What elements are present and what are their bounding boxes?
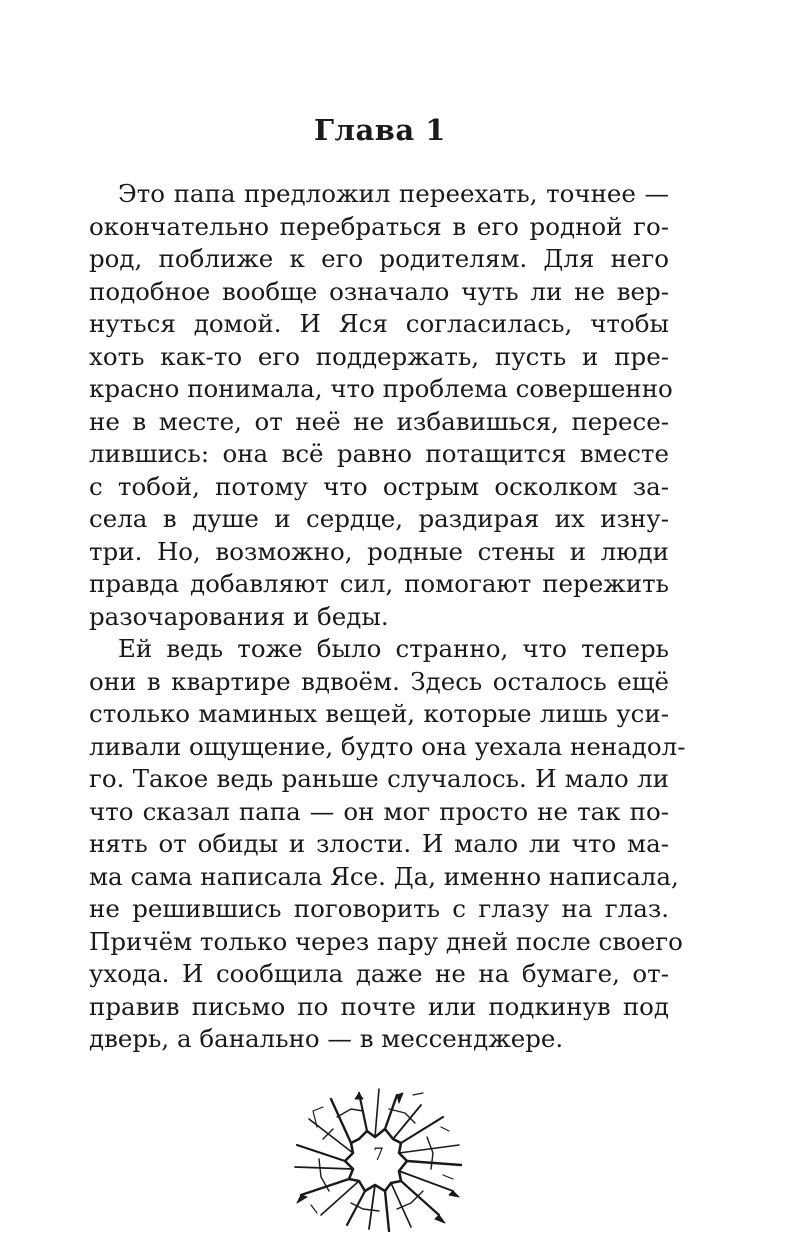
text-line: Причём только через пару дней после своего bbox=[89, 926, 683, 956]
text-line: нуться домой. И Яся согласилась, чтобы bbox=[89, 309, 669, 338]
text-line: ливали ощущение, будто она уехала ненадол- bbox=[89, 731, 686, 761]
text-line: правда добавляют сил, помогают пережить bbox=[89, 569, 669, 598]
text-line: ма сама написала Ясе. Да, именно написала, bbox=[89, 861, 679, 891]
text-line: они в квартире вдвоём. Здесь осталось ещё bbox=[89, 666, 669, 696]
text-line: Это папа предложил переехать, точнее — bbox=[118, 179, 669, 208]
text-line: ухода. И сообщила даже не на бумаге, от- bbox=[89, 959, 669, 988]
text-line: дверь, а банально — в мессенджере. bbox=[89, 1024, 564, 1053]
text-line: лившись: она всё равно потащится вместе bbox=[89, 439, 669, 468]
page-number: 7 bbox=[373, 1145, 384, 1165]
body-text bbox=[89, 178, 686, 1056]
text-line: подобное вообще означало чуть ли не вер- bbox=[89, 276, 669, 306]
text-line: род, поближе к его родителям. Для него bbox=[89, 244, 669, 273]
text-line: что сказал папа — он мог просто не так по- bbox=[89, 796, 669, 826]
text-line: нять от обиды и злости. И мало ли что ма- bbox=[89, 829, 669, 858]
chapter-title: Глава 1 bbox=[314, 113, 446, 147]
text-line: с тобой, потому что острым осколком за- bbox=[89, 471, 669, 501]
text-line: села в душе и сердце, раздирая их изну- bbox=[89, 504, 669, 533]
text-line: окончательно перебраться в его родной го- bbox=[89, 211, 669, 241]
text-line: не решившись поговорить с глазу на глаз. bbox=[89, 894, 669, 923]
text-line: не в месте, от неё не избавишься, пересе- bbox=[89, 406, 669, 436]
text-line: Ей ведь тоже было странно, что теперь bbox=[118, 634, 669, 663]
text-line: разочарования и беды. bbox=[89, 601, 389, 631]
text-line: правив письмо по почте или подкинув под bbox=[89, 991, 669, 1021]
text-line: столько маминых вещей, которые лишь уси- bbox=[89, 699, 669, 728]
text-line: го. Такое ведь раньше случалось. И мало ли bbox=[89, 764, 669, 793]
text-line: три. Но, возможно, родные стены и люди bbox=[89, 536, 669, 566]
text-line: хоть как-то его поддержать, пусть и пре- bbox=[89, 341, 669, 371]
text-line: красно понимала, что проблема совершенно bbox=[89, 374, 673, 403]
